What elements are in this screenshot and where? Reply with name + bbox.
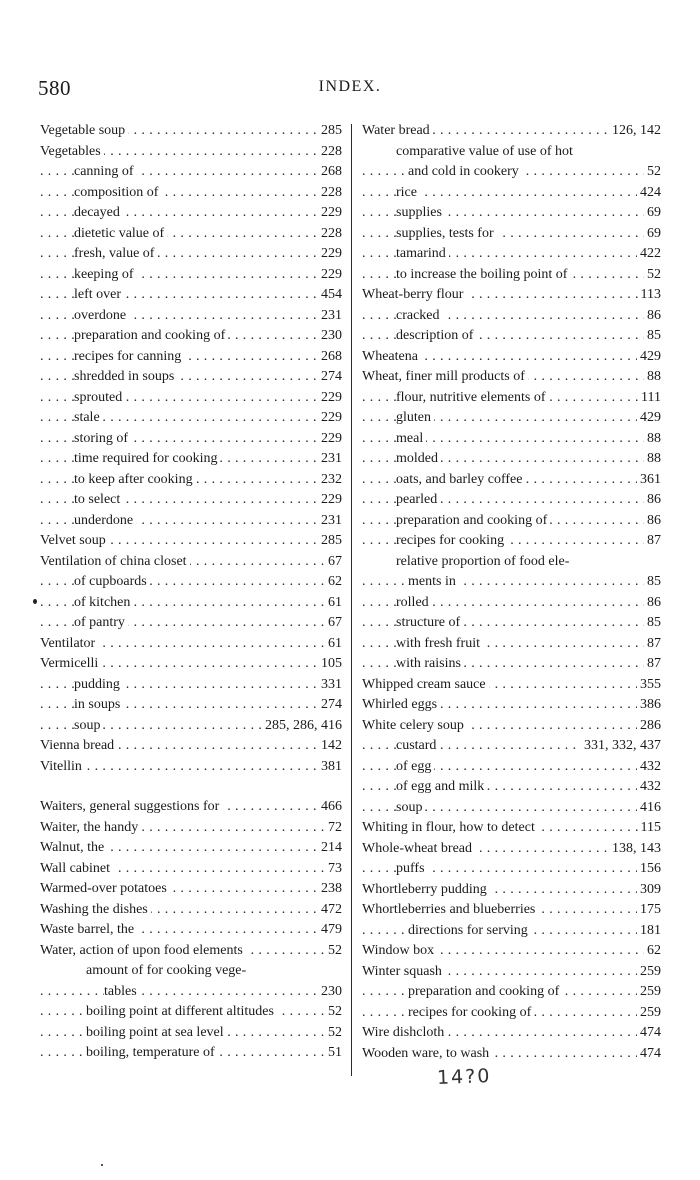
index-entry <box>362 1023 661 1044</box>
index-entry <box>40 326 342 347</box>
index-entry <box>40 593 342 614</box>
index-entry-page: 231 <box>318 449 342 470</box>
index-entry <box>362 408 661 429</box>
index-entry <box>40 244 342 265</box>
index-entry-term: relative proportion of food ele- <box>396 554 572 569</box>
index-entry-term: Whole-wheat bread <box>362 841 475 856</box>
index-entry-page: 52 <box>325 1023 342 1044</box>
index-entry-term: Waiter, the handy <box>40 820 141 835</box>
index-entry <box>362 490 661 511</box>
index-entry <box>362 757 661 778</box>
index-entry-page: 429 <box>637 408 661 429</box>
index-entry-page: 259 <box>637 1003 661 1024</box>
index-entry-term: pearled <box>396 492 440 507</box>
index-entry-page: 479 <box>318 920 342 941</box>
index-entry-term: Wire dishcloth <box>362 1025 447 1040</box>
index-entry <box>40 982 342 1003</box>
index-entry-page: 88 <box>644 429 661 450</box>
index-entry-term: of pantry <box>74 615 128 630</box>
index-entry-term: and cold in cookery <box>408 164 522 179</box>
index-entry <box>40 572 342 593</box>
index-entry-page: 474 <box>637 1023 661 1044</box>
index-entry-page: 61 <box>325 634 342 655</box>
index-entry-term: directions for serving <box>408 923 531 938</box>
index-entry <box>40 818 342 839</box>
index-entry-term: gluten <box>396 410 434 425</box>
index-entry <box>362 285 661 306</box>
index-entry-term: Vegetables <box>40 144 104 159</box>
page-number: 580 <box>38 76 71 100</box>
index-entry-page: 361 <box>637 470 661 491</box>
index-entry <box>40 142 342 163</box>
index-entry-term: Wall cabinet <box>40 861 113 876</box>
index-entry-term: storing of <box>74 431 131 446</box>
index-entry-page: 214 <box>318 838 342 859</box>
index-entry-page: 115 <box>638 818 661 839</box>
index-entry <box>40 859 342 880</box>
index-entry <box>362 798 661 819</box>
index-entry <box>40 777 342 797</box>
index-entry <box>362 818 661 839</box>
index-entry <box>40 265 342 286</box>
index-entry-page: 474 <box>637 1044 661 1065</box>
index-entry-page: 268 <box>318 162 342 183</box>
index-entry-term: recipes for cooking <box>396 533 507 548</box>
index-entry-term: Whirled eggs <box>362 697 440 712</box>
index-entry-term: Whortleberries and blueberries <box>362 902 538 917</box>
index-entry-term: pudding <box>74 677 123 692</box>
index-entry <box>40 675 342 696</box>
index-entry <box>40 961 342 982</box>
index-entry <box>362 162 661 183</box>
index-entry-term: Window box <box>362 943 437 958</box>
index-entry-term: boiling point at different altitudes <box>86 1004 277 1019</box>
index-entry <box>40 224 342 245</box>
index-entry-page: 113 <box>638 285 661 306</box>
index-entry-term: supplies, tests for <box>396 226 497 241</box>
index-entry-term: Whipped cream sauce <box>362 677 489 692</box>
index-entry <box>40 838 342 859</box>
index-entry <box>40 900 342 921</box>
index-entry-page: 454 <box>318 285 342 306</box>
index-entry-term: to keep after cooking <box>74 472 196 487</box>
index-entry-term: Winter squash <box>362 964 445 979</box>
index-entry-term: Ventilator <box>40 636 98 651</box>
index-entry-page: 229 <box>318 265 342 286</box>
index-entry-term: puffs <box>396 861 428 876</box>
index-entry <box>362 982 661 1003</box>
index-entry-term: shredded in soups <box>74 369 177 384</box>
index-entry-term: description of <box>396 328 476 343</box>
index-entry-term: of egg <box>396 759 434 774</box>
index-entry-page: 268 <box>318 347 342 368</box>
index-entry-page: 181 <box>637 921 661 942</box>
index-entry-page: 285 <box>318 121 342 142</box>
index-entry-term: Vegetable soup <box>40 123 128 138</box>
index-entry-page: 87 <box>644 634 661 655</box>
index-entry-term: Waiters, general suggestions for <box>40 799 222 814</box>
index-entry-page: 229 <box>318 203 342 224</box>
index-entry <box>362 244 661 265</box>
index-entry-page: 85 <box>644 572 661 593</box>
index-entry <box>40 1023 342 1044</box>
index-entry-term: boiling, temperature of <box>86 1045 218 1060</box>
index-entry-term: supplies <box>396 205 445 220</box>
index-entry <box>40 285 342 306</box>
index-entry <box>362 531 661 552</box>
index-entry <box>362 695 661 716</box>
index-entry-term: Vienna bread <box>40 738 117 753</box>
index-entry-page: 142 <box>318 736 342 757</box>
index-entry-page: 231 <box>318 511 342 532</box>
index-entry <box>40 470 342 491</box>
index-entry <box>362 654 661 675</box>
index-entry-term: Vitellin <box>40 759 85 774</box>
index-entry-term: Wooden ware, to wash <box>362 1046 492 1061</box>
index-entry-term: of cupboards <box>74 574 150 589</box>
index-entry-page: 472 <box>318 900 342 921</box>
index-entry-page: 52 <box>644 162 661 183</box>
index-entry-page: 105 <box>318 654 342 675</box>
index-entry-term: Velvet soup <box>40 533 109 548</box>
index-entry-page: 285 <box>318 531 342 552</box>
index-entry-page: 69 <box>644 224 661 245</box>
index-entry <box>40 531 342 552</box>
index-entry <box>40 797 342 818</box>
index-entry-page: 52 <box>325 1002 342 1023</box>
index-entry-term: meal <box>396 431 426 446</box>
index-entry <box>362 921 661 942</box>
index-entry-page: 229 <box>318 490 342 511</box>
index-entry-page: 73 <box>325 859 342 880</box>
index-entry <box>40 552 342 573</box>
index-entry-term: Waste barrel, the <box>40 922 137 937</box>
index-entry-term: tables <box>104 984 140 999</box>
index-entry <box>40 716 342 737</box>
index-entry-page: 126, 142 <box>609 121 661 142</box>
index-entry-term: structure of <box>396 615 463 630</box>
index-entry <box>40 183 342 204</box>
index-entry <box>40 654 342 675</box>
index-entry-page: 85 <box>644 326 661 347</box>
index-entry <box>362 429 661 450</box>
index-entry <box>362 777 661 798</box>
index-entry <box>40 757 342 778</box>
index-entry-page: 286 <box>637 716 661 737</box>
index-entry-page: 274 <box>318 695 342 716</box>
index-entry-term: in soups <box>74 697 123 712</box>
index-entry <box>362 880 661 901</box>
index-entry-page: 416 <box>637 798 661 819</box>
index-entry <box>362 593 661 614</box>
index-entry-term: time required for cooking <box>74 451 220 466</box>
index-entry-term: fresh, value of <box>74 246 157 261</box>
index-entry-page: 466 <box>318 797 342 818</box>
index-entry-page: 52 <box>644 265 661 286</box>
index-entry <box>362 1044 661 1065</box>
index-entry-page: 309 <box>637 880 661 901</box>
index-entry <box>362 347 661 368</box>
index-entry-page: 67 <box>325 552 342 573</box>
index-entry-term: composition of <box>74 185 161 200</box>
index-entry-term: Whiting in flour, how to detect <box>362 820 538 835</box>
index-entry-term: Wheat, finer mill products of <box>362 369 528 384</box>
index-entry <box>40 388 342 409</box>
index-entry-page: 232 <box>318 470 342 491</box>
index-entry-page: 238 <box>318 879 342 900</box>
index-entry <box>40 203 342 224</box>
index-entry-page: 229 <box>318 388 342 409</box>
index-entry-page: 86 <box>644 593 661 614</box>
index-entry-term: rice <box>396 185 420 200</box>
index-entry <box>362 900 661 921</box>
index-entry-page: 422 <box>637 244 661 265</box>
index-entry-page: 87 <box>644 654 661 675</box>
index-entry-term: Wheat-berry flour <box>362 287 466 302</box>
index-entry-page: 111 <box>638 388 661 409</box>
index-entry <box>40 162 342 183</box>
index-entry <box>362 716 661 737</box>
running-head: INDEX. <box>318 78 382 95</box>
index-entry-term: Vermicelli <box>40 656 101 671</box>
index-entry-page: 381 <box>318 757 342 778</box>
index-entry <box>362 552 661 573</box>
index-entry-page: 88 <box>644 367 661 388</box>
index-entry-term: keeping of <box>74 267 136 282</box>
index-entry <box>362 634 661 655</box>
index-entry-term: preparation and cooking of <box>408 984 562 999</box>
index-entry-term: Warmed-over potatoes <box>40 881 170 896</box>
index-entry <box>40 121 342 142</box>
index-entry <box>362 736 661 757</box>
index-entry-term: cracked <box>396 308 443 323</box>
index-entry-page: 285, 286, 416 <box>262 716 342 737</box>
index-entry <box>40 1002 342 1023</box>
index-entry-term: amount of for cooking vege- <box>86 963 249 978</box>
index-entry-page: 432 <box>637 757 661 778</box>
index-entry <box>40 695 342 716</box>
index-entry-page: 61 <box>325 593 342 614</box>
index-entry-term: tamarind <box>396 246 449 261</box>
index-entry <box>362 572 661 593</box>
index-entry-page: 69 <box>644 203 661 224</box>
index-entry-term: sprouted <box>74 390 125 405</box>
index-entry-page: 67 <box>325 613 342 634</box>
index-entry-page: 230 <box>318 326 342 347</box>
index-entry-page: 228 <box>318 142 342 163</box>
index-entry-term: flour, nutritive elements of <box>396 390 549 405</box>
index-entry <box>362 839 661 860</box>
index-entry-page: 86 <box>644 306 661 327</box>
index-entry-term: oats, and barley coffee <box>396 472 525 487</box>
index-entry <box>40 408 342 429</box>
index-entry-page: 259 <box>637 962 661 983</box>
index-entry <box>40 879 342 900</box>
index-entry <box>40 490 342 511</box>
index-entry-page: 355 <box>637 675 661 696</box>
index-entry-term: Ventilation of china closet <box>40 554 190 569</box>
index-entry-page: 86 <box>644 511 661 532</box>
index-entry-page: 228 <box>318 224 342 245</box>
index-entry-page: 429 <box>637 347 661 368</box>
index-entry <box>40 1043 342 1064</box>
index-entry-term: comparative value of use of hot <box>396 144 576 159</box>
index-entry-term: with raisins <box>396 656 464 671</box>
index-entry <box>362 1003 661 1024</box>
index-entry-term: with fresh fruit <box>396 636 483 651</box>
index-entry-term: boiling point at sea level <box>86 1025 227 1040</box>
index-entry-term: custard <box>396 738 439 753</box>
index-entry-term: Wheatena <box>362 349 421 364</box>
index-entry-term: preparation and cooking of <box>74 328 228 343</box>
index-entry-term: to select <box>74 492 123 507</box>
index-entry-term: soup <box>396 800 425 815</box>
index-entry-page: 230 <box>318 982 342 1003</box>
index-entry-page: 87 <box>644 531 661 552</box>
index-entry <box>362 265 661 286</box>
index-entry-term: recipes for cooking of <box>408 1005 534 1020</box>
index-entry-page: 229 <box>318 244 342 265</box>
index-entry-page: 231 <box>318 306 342 327</box>
index-entry <box>362 962 661 983</box>
index-entry-term: preparation and cooking of <box>396 513 550 528</box>
index-entry-term: ments in <box>408 574 459 589</box>
index-entry-page: 386 <box>637 695 661 716</box>
index-entry <box>362 306 661 327</box>
index-entry <box>40 429 342 450</box>
index-entry-term: to increase the boiling point of <box>396 267 570 282</box>
index-entry <box>362 142 661 163</box>
index-entry <box>40 449 342 470</box>
index-entry <box>40 511 342 532</box>
index-entry-page: 156 <box>637 859 661 880</box>
index-entry-term: Water, action of upon food elements <box>40 943 246 958</box>
index-entry-page: 274 <box>318 367 342 388</box>
index-column-right <box>362 121 661 1064</box>
index-entry-page: 86 <box>644 490 661 511</box>
index-entry-page: 331 <box>318 675 342 696</box>
index-entry-term: underdone <box>74 513 136 528</box>
index-entry <box>40 613 342 634</box>
index-entry-term: decayed <box>74 205 123 220</box>
index-entry-page: 62 <box>644 941 661 962</box>
index-entry <box>40 634 342 655</box>
index-entry-term: White celery soup <box>362 718 467 733</box>
index-entry-page: 259 <box>637 982 661 1003</box>
index-entry-page: 85 <box>644 613 661 634</box>
index-entry <box>362 449 661 470</box>
index-entry-term: Water bread <box>362 123 433 138</box>
index-entry-term: Whortleberry pudding <box>362 882 490 897</box>
index-entry <box>40 367 342 388</box>
index-entry-page: 72 <box>325 818 342 839</box>
index-entry <box>362 388 661 409</box>
index-entry-page: 138, 143 <box>609 839 661 860</box>
index-entry-term: of egg and milk <box>396 779 487 794</box>
index-entry-term: rolled <box>396 595 432 610</box>
index-entry <box>40 306 342 327</box>
index-entry <box>362 326 661 347</box>
index-entry <box>362 224 661 245</box>
index-entry-page: 432 <box>637 777 661 798</box>
index-entry <box>40 941 342 962</box>
index-entry <box>362 203 661 224</box>
index-entry <box>40 347 342 368</box>
index-entry-term: recipes for canning <box>74 349 184 364</box>
index-entry-page: 62 <box>325 572 342 593</box>
index-entry-term: canning of <box>74 164 136 179</box>
index-entry-page: 175 <box>637 900 661 921</box>
index-entry <box>362 675 661 696</box>
index-entry-term: Washing the dishes <box>40 902 151 917</box>
index-entry-page: 424 <box>637 183 661 204</box>
index-entry-page: 51 <box>325 1043 342 1064</box>
index-entry-term: molded <box>396 451 441 466</box>
index-entry <box>362 367 661 388</box>
index-entry-term: overdone <box>74 308 129 323</box>
ink-speck <box>101 1164 103 1166</box>
index-entry-page: 331, 332, 437 <box>581 736 661 757</box>
index-entry-term: of kitchen <box>74 595 133 610</box>
index-entry-page: 229 <box>318 408 342 429</box>
index-entry <box>362 470 661 491</box>
index-entry-page: 88 <box>644 449 661 470</box>
index-entry-term: dietetic value of <box>74 226 167 241</box>
index-entry-page: 229 <box>318 429 342 450</box>
index-entry <box>40 920 342 941</box>
index-entry-page: 228 <box>318 183 342 204</box>
index-entry-term: Walnut, the <box>40 840 107 855</box>
column-divider <box>351 124 352 1076</box>
index-entry-term: stale <box>74 410 103 425</box>
index-entry <box>362 859 661 880</box>
index-entry <box>362 941 661 962</box>
index-entry-term: soup <box>74 718 103 733</box>
index-entry <box>362 613 661 634</box>
handwritten-note: 14?0 <box>436 1065 492 1089</box>
ink-speck <box>33 599 37 604</box>
index-entry-term: left over <box>74 287 124 302</box>
index-entry <box>40 736 342 757</box>
index-column-left <box>40 121 342 1064</box>
index-entry <box>362 183 661 204</box>
index-entry-page: 52 <box>325 941 342 962</box>
index-entry <box>362 511 661 532</box>
index-entry <box>362 121 661 142</box>
